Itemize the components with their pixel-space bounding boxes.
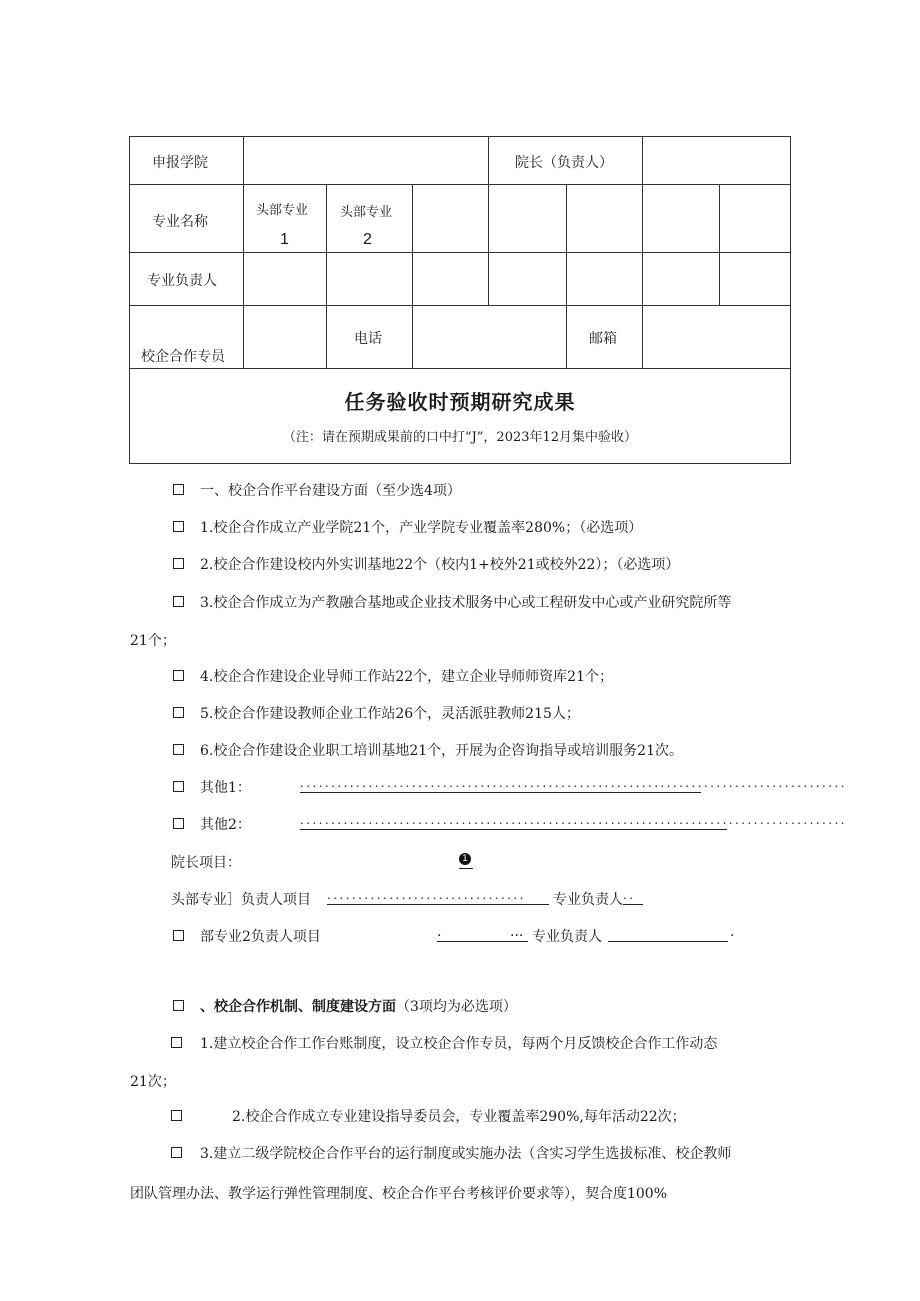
section1-heading: 一、校企合作平台建设方面（至少选4项） bbox=[200, 483, 461, 499]
checkbox-item4[interactable] bbox=[173, 670, 184, 681]
section2-item1-cont: 21次； bbox=[130, 1074, 176, 1090]
table-border-bottom bbox=[129, 463, 791, 464]
table-col-divider bbox=[412, 184, 413, 305]
checkbox-s2-item1[interactable] bbox=[171, 1037, 182, 1048]
table-col-divider bbox=[642, 184, 643, 305]
section2-item2: 2.校企合作成立专业建设指导委员会，专业覆盖率290%,每年活动22次； bbox=[232, 1109, 686, 1125]
head2-leader-label: 专业负责人 bbox=[532, 929, 602, 945]
checkbox-other1[interactable] bbox=[173, 781, 184, 792]
college-label: 申报学院 bbox=[152, 155, 208, 171]
checkbox-item1[interactable] bbox=[173, 521, 184, 532]
section1-item6: 6.校企合作建设企业职工培训基地21个，开展为企咨询指导或培训服务21次。 bbox=[200, 743, 683, 759]
checkbox-s2-item3[interactable] bbox=[171, 1147, 182, 1158]
table-col-divider bbox=[566, 184, 567, 305]
section2-heading bbox=[200, 996, 517, 1016]
table-col-divider bbox=[326, 305, 327, 368]
checkbox-s2-item2[interactable] bbox=[171, 1110, 182, 1121]
head1-leader-fill[interactable]: .. bbox=[623, 891, 643, 905]
head-major-2-label: 头部专业 bbox=[340, 205, 393, 220]
other2-fill-line[interactable]: ........................................................................................ bbox=[300, 816, 727, 830]
table-row-divider bbox=[129, 184, 791, 185]
checkbox-other2[interactable] bbox=[173, 818, 184, 829]
other1-fill-line[interactable]: ........................................................................................ bbox=[300, 779, 701, 793]
head1-project-fill[interactable]: ................................ bbox=[327, 891, 549, 905]
section2-heading-note: （3项均为必选项） bbox=[396, 999, 517, 1015]
head-major-2-number: 2 bbox=[363, 231, 372, 248]
section2-item3-cont: 团队管理办法、教学运行弹性管理制度、校企合作平台考核评价要求等），契合度100% bbox=[130, 1186, 668, 1202]
section1-item3: 3.校企合作成立为产教融合基地或企业技术服务中心或工程研发中心或产业研究院所等 bbox=[200, 595, 732, 611]
table-col-divider bbox=[243, 136, 244, 184]
checkbox-item6[interactable] bbox=[173, 744, 184, 755]
other2-label: 其他2： bbox=[200, 817, 251, 833]
table-col-divider bbox=[412, 305, 413, 368]
section2-item3: 3.建立二级学院校企合作平台的运行制度或实施办法（含实习学生选拔标准、校企教师 bbox=[200, 1146, 732, 1162]
section1-item4: 4.校企合作建设企业导师工作站22个，建立企业导师师资库21个； bbox=[200, 669, 613, 685]
table-row-divider bbox=[129, 252, 791, 253]
section1-item1: 1.校企合作成立产业学院21个，产业学院专业覆盖率280%；（必选项） bbox=[200, 520, 643, 536]
table-border-top bbox=[129, 136, 791, 137]
major-name-label: 专业名称 bbox=[152, 214, 208, 230]
table-col-divider bbox=[488, 136, 489, 184]
table-row-divider bbox=[129, 305, 791, 306]
footnote-marker: 1 bbox=[459, 853, 471, 865]
checkbox-item5[interactable] bbox=[173, 707, 184, 718]
table-col-divider bbox=[488, 184, 489, 305]
section2-heading-bold: 、校企合作机制、制度建设方面 bbox=[200, 999, 396, 1015]
section-note: （注：请在预期成果前的口中打“J”，2023年12月集中验收） bbox=[282, 430, 638, 445]
section1-item5: 5.校企合作建设教师企业工作站26个，灵活派驻教师215人； bbox=[200, 706, 580, 722]
head1-project-label: 头部专业］负责人项目 bbox=[171, 892, 311, 908]
checkbox-head2-project[interactable] bbox=[173, 930, 184, 941]
checkbox-item2[interactable] bbox=[173, 558, 184, 569]
dean-label: 院长（负责人） bbox=[515, 155, 613, 171]
table-row-divider bbox=[129, 368, 791, 369]
table-col-divider bbox=[719, 184, 720, 305]
major-leader-label: 专业负责人 bbox=[147, 273, 217, 289]
other1-label: 其他1： bbox=[200, 780, 251, 796]
email-label: 邮箱 bbox=[589, 331, 617, 347]
footnote-marker-underline bbox=[459, 855, 473, 869]
table-col-divider bbox=[642, 305, 643, 368]
head2-leader-fill[interactable] bbox=[608, 928, 728, 942]
liaison-label: 校企合作专员 bbox=[141, 349, 225, 365]
section2-item1: 1.建立校企合作工作台账制度，设立校企合作专员，每两个月反馈校企合作工作动态 bbox=[200, 1036, 718, 1052]
head2-project-label: 部专业2负责人项目 bbox=[200, 929, 321, 945]
section-title: 任务验收时预期研究成果 bbox=[344, 390, 576, 414]
section1-item3-cont: 21个； bbox=[130, 633, 176, 649]
table-col-divider bbox=[243, 184, 244, 305]
head1-leader-label: 专业负责人 bbox=[553, 892, 623, 908]
head-major-1-label: 头部专业 bbox=[256, 203, 309, 218]
table-col-divider bbox=[326, 184, 327, 305]
phone-label: 电话 bbox=[354, 331, 382, 347]
head2-project-dot: . bbox=[437, 924, 442, 940]
head2-leader-dot: . bbox=[730, 924, 735, 940]
table-col-divider bbox=[642, 136, 643, 184]
head-major-1-number: 1 bbox=[280, 231, 289, 248]
checkbox-item3[interactable] bbox=[173, 596, 184, 607]
head2-project-dots: ... bbox=[510, 924, 524, 940]
checkbox-section2[interactable] bbox=[173, 1000, 184, 1011]
dean-project-label: 院长项目： bbox=[171, 855, 241, 871]
table-col-divider bbox=[243, 305, 244, 368]
checkbox-section1[interactable] bbox=[173, 484, 184, 495]
table-col-divider bbox=[566, 305, 567, 368]
table-border-right bbox=[790, 136, 791, 464]
section1-item2: 2.校企合作建设校内外实训基地22个（校内1+校外21或校外22）；（必选项） bbox=[200, 557, 680, 573]
